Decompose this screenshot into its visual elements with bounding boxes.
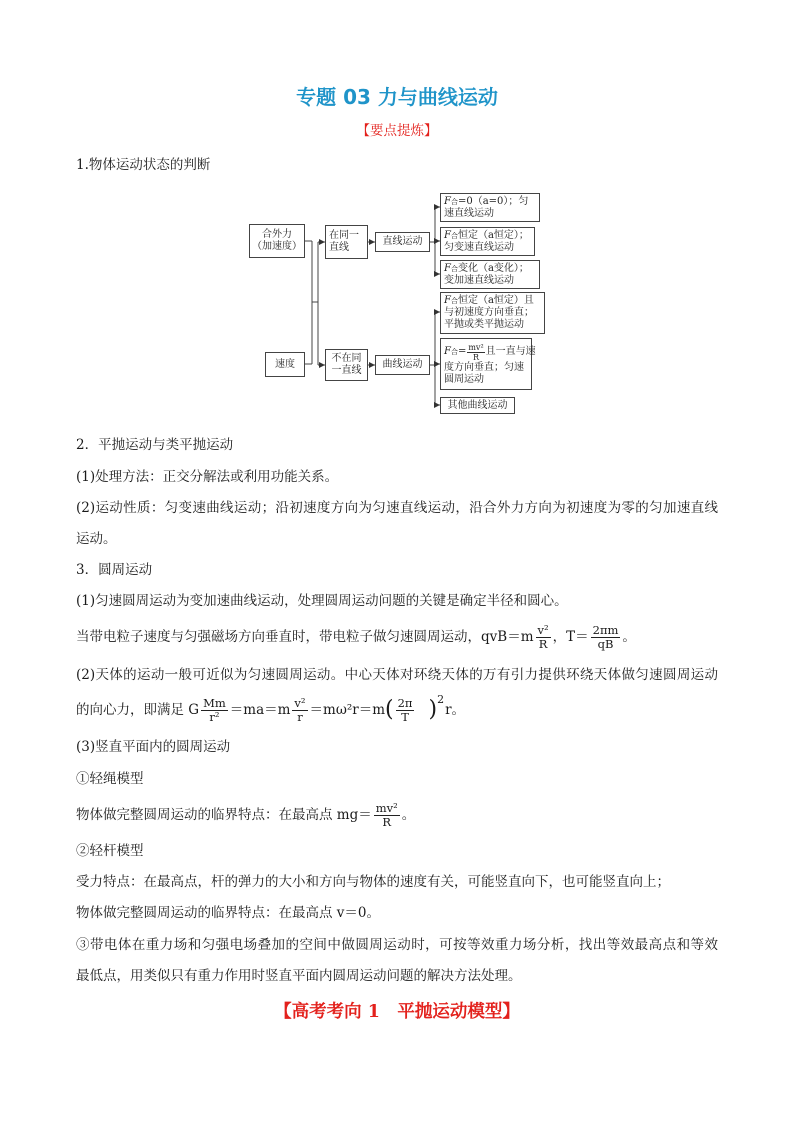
force-symbol: F bbox=[444, 195, 451, 207]
centripetal-fraction bbox=[467, 343, 484, 362]
case-other-curve-box bbox=[440, 397, 515, 414]
text-run: 物体做完整圆周运动的临界特点：在最高点 mg＝ bbox=[76, 807, 372, 823]
section2-heading: 2．平抛运动与类平抛运动 bbox=[76, 437, 234, 453]
fraction-numerator: 2πm bbox=[592, 622, 619, 637]
case-line: 平抛或类平抛运动 bbox=[444, 319, 524, 330]
section3-heading: 3．圆周运动 bbox=[76, 562, 153, 578]
subheading: ②轻杆模型 bbox=[76, 843, 144, 859]
fraction-denominator: R bbox=[538, 636, 548, 651]
fraction-denominator: R bbox=[382, 814, 392, 829]
text-run: 当带电粒子速度与匀强磁场方向垂直时，带电粒子做匀速圆周运动，qvB＝m bbox=[76, 629, 534, 645]
text-run: ＝mω²r＝m bbox=[309, 702, 386, 718]
same-line-label: 直线 bbox=[329, 242, 349, 253]
curvilinear-motion-label: 曲线运动 bbox=[382, 359, 423, 370]
case-line: 匀变速直线运动 bbox=[444, 241, 514, 253]
case-line: 速直线运动 bbox=[444, 207, 494, 219]
rope-formula-line bbox=[76, 796, 415, 834]
text-run: r。 bbox=[445, 702, 466, 718]
fraction-numerator: v² bbox=[294, 695, 306, 710]
case-text: 恒定（a恒定）且 bbox=[457, 295, 534, 306]
page-title: 专题 03 力与曲线运动 bbox=[296, 85, 498, 109]
case-line: 变加速直线运动 bbox=[444, 274, 514, 286]
paragraph: 物体做完整圆周运动的临界特点：在最高点 v＝0。 bbox=[76, 905, 381, 921]
case-line: F 合 =0（a=0）；匀 bbox=[444, 195, 529, 207]
net-force-box bbox=[249, 224, 305, 258]
force-symbol: F bbox=[444, 262, 451, 274]
case-line: F 合 变化（a变化）； bbox=[444, 262, 529, 274]
section1-heading: 1.物体运动状态的判断 bbox=[76, 157, 211, 173]
text-run: ，T＝ bbox=[552, 629, 589, 645]
not-same-line-label: 一直线 bbox=[331, 365, 362, 376]
fraction bbox=[396, 697, 415, 724]
force-symbol: F bbox=[444, 295, 451, 306]
case-projectile-box bbox=[440, 292, 545, 334]
case-constant-force-box bbox=[440, 227, 535, 256]
fraction-denominator: T bbox=[401, 709, 409, 724]
open-paren: ( bbox=[385, 697, 394, 722]
fraction-numerator: 2π bbox=[397, 695, 413, 710]
text-run: ＝ma＝m bbox=[229, 702, 291, 718]
force-symbol: F bbox=[444, 346, 451, 357]
case-line: F 合 恒定（a恒定）； bbox=[444, 229, 529, 241]
key-points-heading: 【要点提炼】 bbox=[356, 123, 438, 139]
fraction bbox=[201, 697, 228, 724]
fraction-denominator: R bbox=[472, 352, 480, 362]
fraction bbox=[292, 697, 307, 724]
case-text: 变化（a变化）； bbox=[457, 262, 529, 274]
paragraph: (2)天体的运动一般可近似为匀速圆周运动。中心天体对环绕天体的万有引力提供环绕天体做匀速圆周运动 bbox=[76, 667, 718, 683]
paragraph: (2)运动性质：匀变速曲线运动；沿初速度方向为匀速直线运动，沿合外力方向为初速度为零的匀加速直线 bbox=[76, 500, 718, 516]
case-line: F 合 = $\frac{\text{mv²}}{R}$ 且一直与速 bbox=[444, 342, 536, 362]
case-text: 其他曲线运动 bbox=[447, 399, 508, 411]
same-line-box bbox=[325, 225, 368, 259]
fraction-denominator: r² bbox=[209, 709, 220, 724]
fraction-numerator: v² bbox=[537, 622, 549, 637]
close-paren: ) bbox=[428, 697, 438, 722]
linear-motion-box bbox=[375, 232, 430, 252]
paragraph: (3)竖直平面内的圆周运动 bbox=[76, 739, 231, 755]
force-symbol: F bbox=[444, 229, 451, 241]
paragraph: (1)匀速圆周运动为变加速曲线运动，处理圆周运动问题的关键是确定半径和圆心。 bbox=[76, 593, 568, 609]
paragraph: (1)处理方法：正交分解法或利用功能关系。 bbox=[76, 469, 339, 485]
case-variable-force-box bbox=[440, 260, 540, 289]
fraction-numerator: Mm bbox=[203, 695, 226, 710]
subheading: ①轻绳模型 bbox=[76, 771, 144, 787]
fraction-denominator: r bbox=[297, 709, 303, 724]
paragraph: 最低点，用类似只有重力作用时竖直平面内圆周运动问题的解决方法处理。 bbox=[76, 968, 522, 984]
fraction-denominator: qB bbox=[597, 636, 614, 651]
case-text: 且一直与速 bbox=[485, 346, 536, 357]
exponent: 2 bbox=[437, 693, 445, 706]
case-text: =0（a=0）；匀 bbox=[457, 195, 529, 207]
fraction bbox=[536, 624, 551, 651]
paragraph: 运动。 bbox=[76, 531, 117, 547]
paragraph: ③带电体在重力场和匀强电场叠加的空间中做圆周运动时，可按等效重力场分析，找出等效最高点和等效 bbox=[76, 937, 718, 953]
paragraph: 受力特点：在最高点，杆的弹力的大小和方向与物体的速度有关，可能竖直向下，也可能竖直向上； bbox=[76, 874, 670, 890]
case-line: 圆周运动 bbox=[444, 373, 484, 385]
net-force-sublabel: （加速度） bbox=[252, 241, 302, 252]
magnetic-formula-line bbox=[76, 618, 636, 656]
text-run: 。 bbox=[622, 629, 636, 645]
not-same-line-label: 不在同 bbox=[331, 353, 362, 364]
not-same-line-box bbox=[325, 349, 368, 381]
velocity-box bbox=[265, 352, 305, 377]
velocity-label: 速度 bbox=[275, 358, 295, 370]
case-line: 与初速度方向垂直； bbox=[444, 307, 534, 318]
exam-direction-heading: 【高考考向 1 平抛运动模型】 bbox=[274, 1002, 520, 1022]
case-zero-force-box bbox=[440, 193, 540, 222]
linear-motion-label: 直线运动 bbox=[382, 236, 423, 247]
gravity-formula-line bbox=[76, 691, 465, 729]
case-text: 恒定（a恒定）； bbox=[457, 229, 529, 241]
fraction bbox=[374, 802, 400, 829]
curvilinear-motion-box bbox=[375, 355, 430, 375]
net-force-label: 合外力 bbox=[262, 229, 292, 240]
fraction bbox=[591, 624, 621, 651]
fraction-numerator: mv² bbox=[375, 800, 398, 815]
case-line: F 合 恒定（a恒定）且 bbox=[444, 295, 534, 306]
case-line: 度方向垂直；匀速 bbox=[444, 361, 524, 373]
same-line-label: 在同一 bbox=[329, 230, 359, 241]
case-circular-box bbox=[440, 338, 536, 390]
text-run: 。 bbox=[401, 807, 416, 823]
fraction-numerator: mv² bbox=[468, 342, 484, 352]
equals-sign: = bbox=[457, 346, 467, 357]
text-run: 的向心力，即满足 G bbox=[76, 702, 200, 718]
